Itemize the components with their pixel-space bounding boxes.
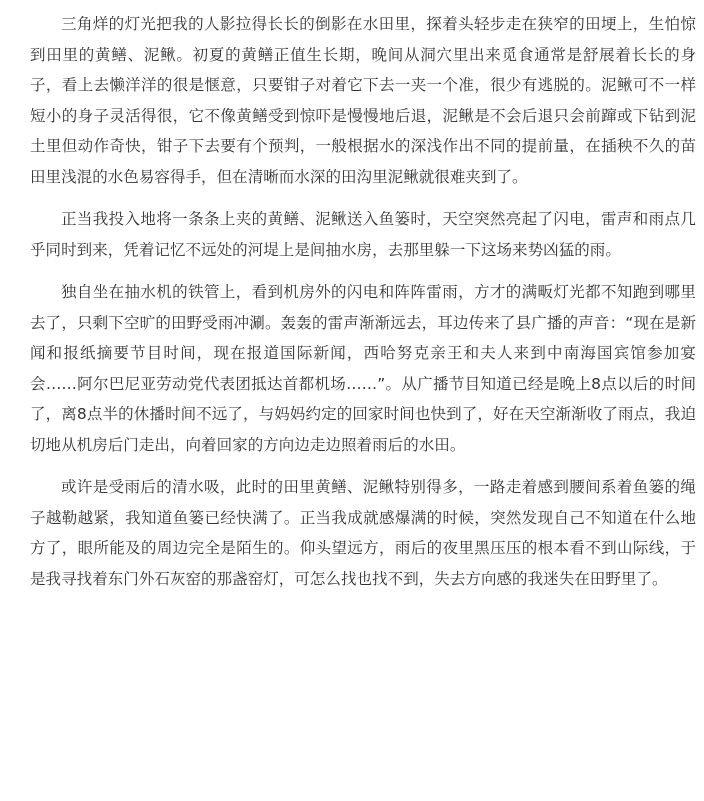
paragraph-lantern-fishing: 三角烊的灯光把我的人影拉得长长的倒影在水田里，探着头轻步走在狭窄的田埂上，生怕惊到田里的黄鳝、泥鳅。初夏的黄鳝正值生长期，晚间从洞穴里出来觅食通常是舒展着长长的身子，看上去懒洋洋的很是惬意，只要钳子对着它下去一夹一个准，很少有逃脱的。泥鳅可不一样短小的身子灵活得很，它不像黄鳝受到惊吓是慢慢地后退，泥鳅是不会后退只会前蹿或下钻到泥土里但动作奇快，钳子下去要有个预判，一般根据水的深浅作出不同的提前量，在插秧不久的苗田里浅混的水色易容得手，但在清晰而水深的田沟里泥鳅就很难夹到了。 xyxy=(30,15,696,186)
paragraph-pump-house-radio: 独自坐在抽水机的铁管上，看到机房外的闪电和阵阵雷雨，方才的满畈灯光都不知跑到哪里去了，只剩下空旷的田野受雨冲涮。轰轰的雷声渐渐远去，耳边传来了县广播的声音：“现在是新闻和报纸摘要节目时间，现在报道国际新闻，西哈努克亲王和夫人来到中南海国宾馆参加宴会……阿尔巴尼亚劳动党代表团抵达首都机场……”。从广播节目知道已经是晚上8点以后的时间了，离8点半的休播时间不远了，与妈妈约定的回家时间也快到了，好在天空渐渐收了雨点，我迫切地从机房后门走出，向着回家的方向边走边照着雨后的水田。 xyxy=(30,283,696,454)
paragraph-lost-in-fields: 或许是受雨后的清水吸，此时的田里黄鳝、泥鳅特别得多，一路走着感到腰间系着鱼篓的绳子越勒越紧，我知道鱼篓已经快满了。正当我成就感爆满的时候，突然发现自己不知道在什么地方了，眼所能及的周边完全是陌生的。仰头望远方，雨后的夜里黑压压的根本看不到山际线，于是我寻找着东门外石灰窑的那盏窑灯，可怎么找也找不到，失去方向感的我迷失在田野里了。 xyxy=(30,478,696,588)
paragraph-storm-arrives: 正当我投入地将一条条上夹的黄鳝、泥鳅送入鱼篓时，天空突然亮起了闪电，雷声和雨点几乎同时到来，凭着记忆不远处的河堤上是间抽水房，去那里躲一下这场来势凶猛的雨。 xyxy=(30,210,696,259)
